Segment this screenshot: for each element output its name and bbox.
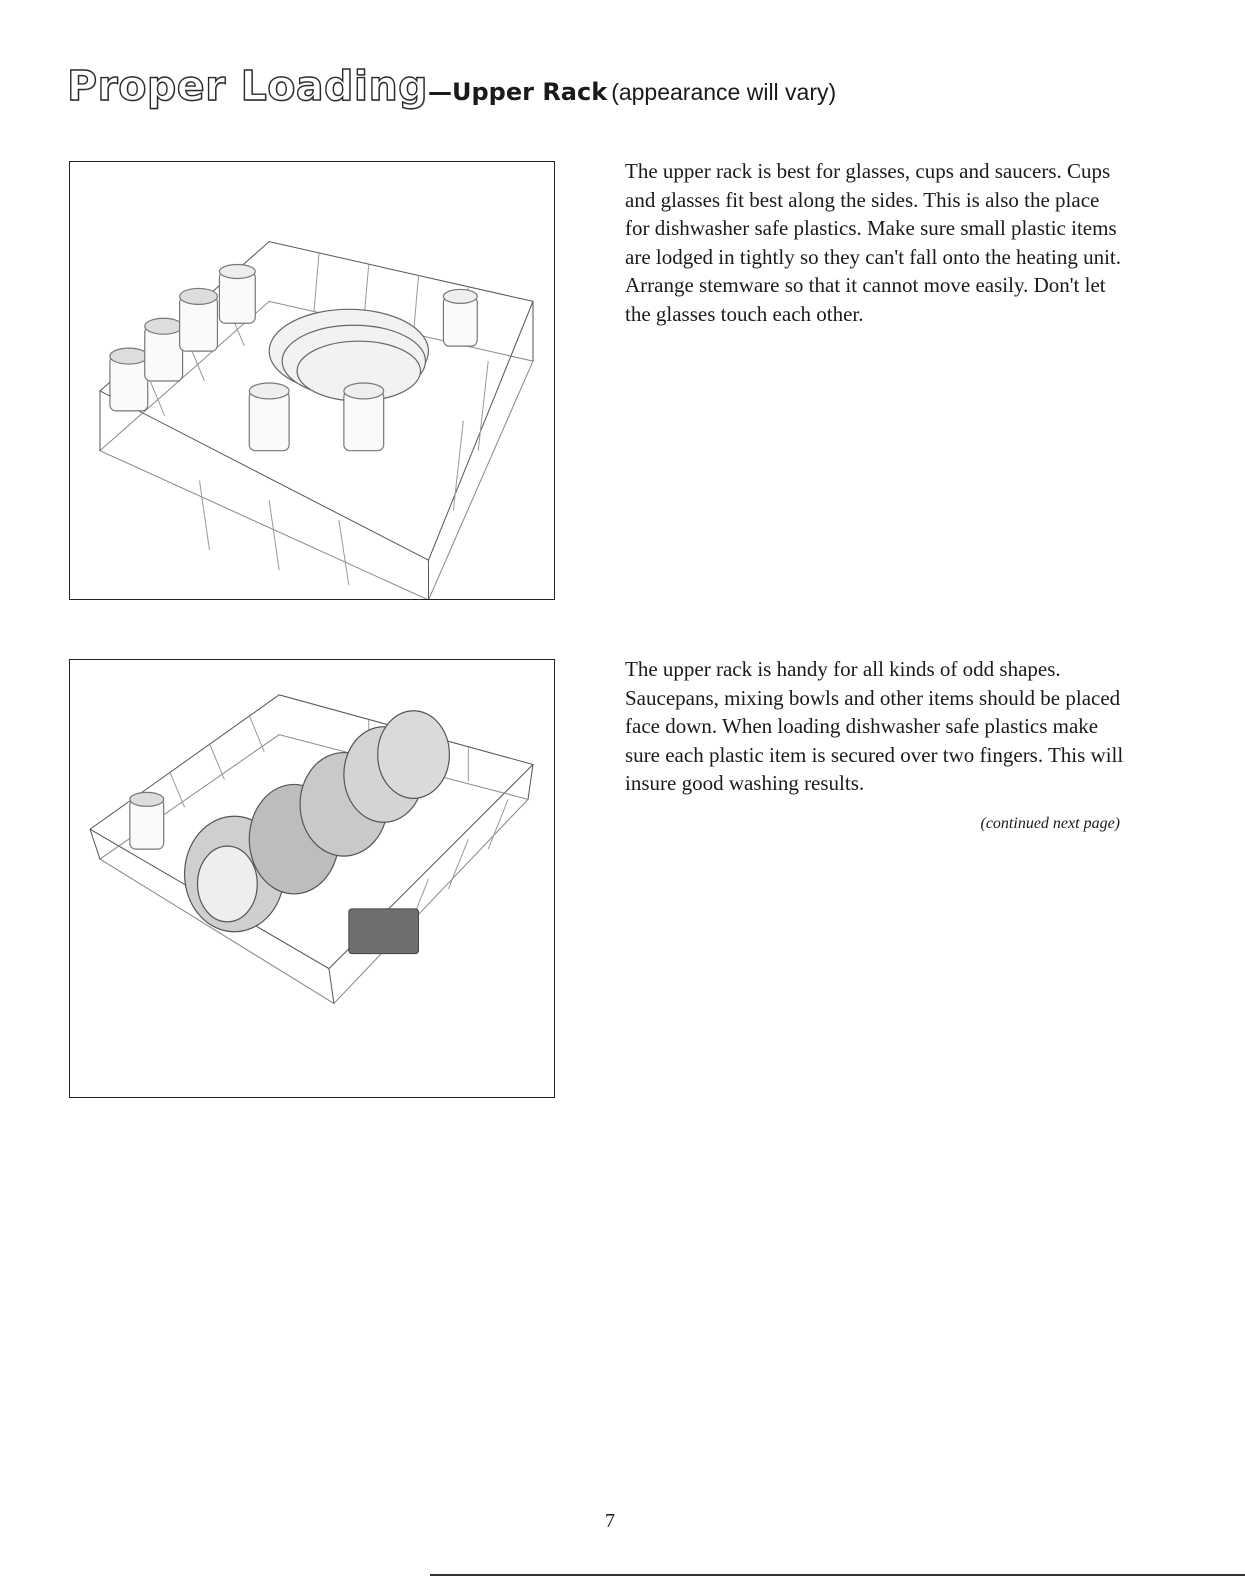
title-note: (appearance will vary) bbox=[611, 79, 837, 105]
rack-drawing-1 bbox=[70, 162, 554, 599]
title-dash: — bbox=[428, 78, 452, 106]
page-title bbox=[67, 62, 837, 110]
title-main: Proper Loading bbox=[67, 62, 428, 110]
continued-note: (continued next page) bbox=[980, 815, 1120, 832]
section-1-paragraph: The upper rack is best for glasses, cups and saucers. Cups and glasses fit best along the sides. This is also the place for dishwasher safe plastics. Make sure small plastic items are lodged in tightly so they can't fall onto the heating unit. Arrange stemware so that it cannot move easily. Don't let the glasses touch each other. bbox=[625, 159, 1122, 326]
title-sub: Upper Rack bbox=[452, 78, 608, 106]
bottom-rule bbox=[430, 1574, 1245, 1576]
upper-rack-glasses-illustration bbox=[69, 161, 555, 600]
section-2-paragraph: The upper rack is handy for all kinds of odd shapes. Saucepans, mixing bowls and other items should be placed face down. When loading dishwasher safe plastics make sure each plastic item is secured over two fingers. This will insure good washing results. bbox=[625, 657, 1124, 795]
rack-drawing-2 bbox=[70, 660, 554, 1097]
page-number: 7 bbox=[605, 1510, 615, 1532]
upper-rack-bowls-illustration bbox=[69, 659, 555, 1098]
